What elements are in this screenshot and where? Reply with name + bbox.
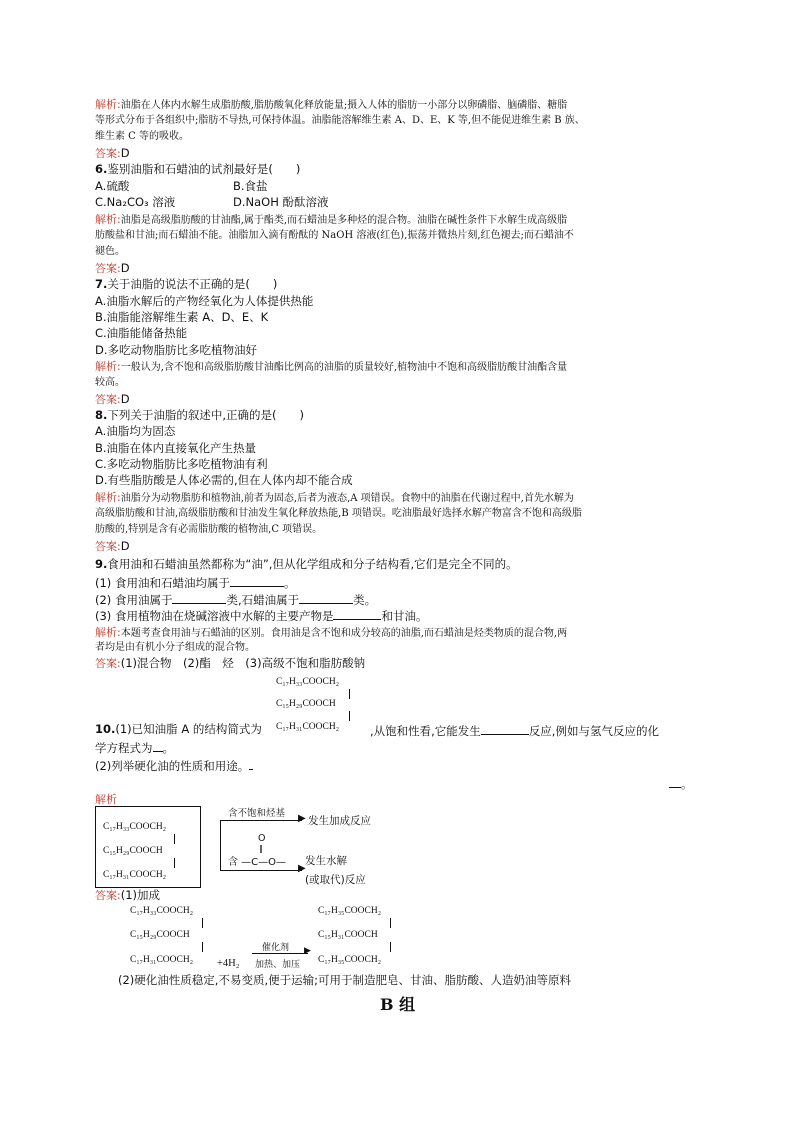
- section-title: B 组: [380, 995, 416, 1014]
- diagram-top-result: 发生加成反应: [308, 815, 371, 827]
- q9-answer: 答案:(1)混合物 (2)酯 烃 (3)高级不饱和脂肪酸钠: [95, 656, 366, 670]
- q10-stem-line1: 10.(1)已知油脂 A 的结构简式为: [95, 722, 262, 736]
- line-text: B.油脂能溶解维生素 A、D、E、K: [95, 310, 269, 324]
- text-line-q8b: [95, 441, 256, 456]
- reactant-2: C₁₅H₂₉COOCH: [130, 930, 190, 940]
- line-text: B.油脂在体内直接氧化产生热量: [95, 441, 257, 455]
- line-label: 答案:: [95, 262, 121, 275]
- q9-part2: (2) 食用油属于 类,石蜡油属于 类。: [95, 593, 377, 607]
- line-text: D: [120, 539, 130, 553]
- line-label: 答案:: [95, 540, 121, 553]
- text-line-l10: [95, 244, 125, 259]
- product-2: C₁₅H₃₁COOCH: [318, 930, 378, 940]
- text-line-q7b: [95, 310, 268, 325]
- q9-analysis-line2: 者均是由有机小分子组成的混合物。: [95, 642, 255, 653]
- diagram-bottom-result2: (或取代)反应: [305, 874, 366, 886]
- line-text: 关于油脂的说法不正确的是( ): [107, 277, 278, 291]
- answer-blank[interactable]: [249, 757, 253, 770]
- text-line-q6cd: [95, 195, 329, 210]
- answer-blank[interactable]: [333, 607, 381, 620]
- line-text: 等形式分布于各组织中;脂肪不导热,可保持体温。油脂能溶解维生素 A、D、E、K 等,但不能促进维生素 B 族、: [95, 115, 585, 126]
- bond-line: [202, 918, 203, 928]
- text-line-q8c: [95, 457, 268, 472]
- q10-tail: 。: [669, 775, 693, 792]
- q10-stem-line2: 学方程式为 。: [95, 741, 174, 755]
- arrow-head-icon: ▶: [298, 863, 306, 874]
- line-text: 褪色。: [95, 246, 125, 257]
- line-label: 答案:: [95, 147, 121, 160]
- formula-row-2: C₁₅H₂₉COOCH: [276, 699, 336, 709]
- text-line-q6: [95, 162, 300, 177]
- line-text: A.油脂水解后的产物经氧化为人体提供热能: [95, 294, 314, 308]
- reactant-3: C₁₇H₃₁COOCH₂: [130, 955, 194, 965]
- branch-line: [220, 820, 221, 870]
- arrow-head-icon: ▶: [304, 946, 311, 956]
- answer-blank[interactable]: [669, 775, 681, 788]
- plus-hydrogen: +4H₂: [217, 958, 240, 969]
- line-text: 下列关于油脂的叙述中,正确的是( ): [107, 408, 305, 422]
- answer-blank[interactable]: [230, 574, 284, 587]
- bond-line: [390, 918, 391, 928]
- line-text: 较高。: [95, 377, 125, 388]
- box-formula-2: C₁₅H₂₉COOCH: [103, 846, 163, 856]
- diagram-bottom-result1: 发生水解: [305, 855, 347, 867]
- line-text: D: [120, 146, 130, 160]
- answer-blank[interactable]: [481, 722, 529, 735]
- text-line-q7a: [95, 294, 313, 309]
- text-line-l17: [95, 359, 567, 375]
- line-text: 油脂分为动物脂肪和植物油,前者为固态,后者为液态,A 项错误。食物中的油脂在代谢过程中,首先水解为: [120, 493, 574, 504]
- question-number: 7.: [95, 277, 108, 291]
- text-line-q8a: [95, 424, 175, 439]
- line-label: 答案:: [95, 393, 121, 406]
- line-text: 维生素 C 等的吸收。: [95, 131, 190, 142]
- line-text: 高级脂肪酸和甘油,高级脂肪酸和甘油发生氧化释放热能,B 项错误。吃油脂最好选择水解产物富含不饱和高级脂: [95, 508, 582, 519]
- line-label: 解析:: [95, 98, 121, 111]
- product-3: C₁₇H₃₅COOCH₂: [318, 955, 382, 965]
- text-line-l1: [95, 97, 567, 113]
- text-line-l28: [95, 539, 130, 554]
- q9-part1: (1) 食用油和石蜡油均属于 。: [95, 576, 296, 590]
- text-line-l3: [95, 129, 189, 144]
- q9-analysis-line1: 解析:本题考查食用油与石蜡油的区别。食用油是含不饱和成分较高的油脂,而石蜡油是烃类物质的混合物,两: [95, 626, 568, 639]
- text-line-l2: [95, 113, 585, 128]
- question-number: 6.: [95, 162, 108, 176]
- option-a: A.硫酸: [95, 179, 130, 193]
- bond-line: [349, 711, 350, 721]
- arrow-line-top: [220, 820, 302, 821]
- line-text: C.油脂能储备热能: [95, 326, 188, 340]
- arrow-line-bottom: [220, 870, 302, 871]
- formula-row-1: C₁₇H₃₃COOCH₂: [276, 677, 340, 687]
- text-line-q8d: [95, 473, 353, 488]
- double-bond-icon: ‖: [259, 844, 263, 853]
- reaction-arrow: [252, 953, 308, 954]
- q10-stem-line1b: ,从饱和性看,它能发生 反应,例如与氢气反应的化: [370, 724, 659, 738]
- text-line-q7c: [95, 326, 187, 341]
- text-line-l4: [95, 146, 130, 161]
- line-text: C.多吃动物脂肪比多吃植物油有利: [95, 457, 268, 471]
- option-d: D.NaOH 酚酞溶液: [233, 195, 329, 209]
- line-text: 油脂在人体内水解生成脂肪酸,脂肪酸氧化释放能量;摄入人体的脂肪一小部分以卵磷脂、脑磷脂、糖脂: [120, 100, 568, 111]
- text-line-l11: [95, 261, 130, 276]
- text-line-l8: [95, 212, 567, 228]
- line-text: 肪酸盐和甘油;而石蜡油不能。油脂加入滴有酚酞的 NaOH 溶液(红色),振荡并微热片刻,红色褪去;而石蜡油不: [95, 230, 574, 241]
- diagram-top-label: 含不饱和烃基: [228, 808, 286, 819]
- analysis-label: 解析: [95, 793, 117, 806]
- text-line-l26: [95, 506, 582, 521]
- bond-line: [174, 858, 175, 868]
- bond-line: [174, 834, 175, 844]
- line-label: 解析:: [95, 213, 121, 226]
- text-line-q7: [95, 277, 277, 292]
- line-text: D.有些脂肪酸是人体必需的,但在人体内却不能合成: [95, 473, 353, 487]
- text-line-q6ab: [95, 179, 268, 194]
- reactant-1: C₁₇H₃₃COOCH₂: [130, 906, 194, 916]
- line-text: D.多吃动物脂肪比多吃植物油好: [95, 343, 258, 357]
- text-line-l27: [95, 522, 322, 537]
- line-text: 鉴别油脂和石蜡油的试剂最好是( ): [107, 162, 301, 176]
- bond-line: [390, 942, 391, 952]
- product-1: C₁₇H₃₅COOCH₂: [318, 906, 382, 916]
- diagram-oxygen: O: [258, 833, 266, 844]
- q9-stem: 9.食用油和石蜡油虽然都称为“油”,但从化学组成和分子结构看,它们是完全不同的。: [95, 557, 518, 571]
- text-line-l18: [95, 375, 125, 390]
- q10-answer-1: 答案:(1)加成: [95, 888, 161, 902]
- line-text: D: [120, 392, 130, 406]
- text-line-l25: [95, 490, 574, 506]
- arrow-head-icon: ▶: [298, 813, 306, 824]
- text-line-q8: [95, 408, 304, 423]
- q10-answer-2: (2)硬化油性质稳定,不易变质,便于运输;可用于制造肥皂、甘油、脂肪酸、人造奶油等原料: [118, 973, 571, 987]
- question-number: 8.: [95, 408, 108, 422]
- line-text: 一般认为,含不饱和高级脂肪酸甘油酯比例高的油脂的质量较好,植物油中不饱和高级脂肪酸甘油酯含量: [120, 362, 568, 373]
- box-formula-3: C₁₇H₃₁COOCH₂: [103, 870, 167, 880]
- line-text: 肪酸的,特别是含有必需脂肪酸的植物油,C 项错误。: [95, 524, 323, 535]
- formula-row-3: C₁₇H₃₁COOCH₂: [276, 722, 340, 732]
- text-line-l9: [95, 228, 574, 243]
- option-c: C.Na₂CO₃ 溶液: [95, 195, 176, 209]
- catalyst-label: 催化剂: [262, 943, 290, 953]
- diagram-ester-label: 含 —C—O—: [228, 857, 287, 868]
- box-formula-1: C₁₇H₃₃COOCH₂: [103, 822, 167, 832]
- bond-line: [202, 942, 203, 952]
- answer-blank[interactable]: [299, 591, 353, 604]
- bond-line: [349, 689, 350, 699]
- option-b: B.食盐: [233, 179, 268, 193]
- line-text: A.油脂均为固态: [95, 424, 176, 438]
- answer-blank[interactable]: [172, 591, 226, 604]
- text-line-l19: [95, 392, 130, 407]
- line-text: 油脂是高级脂肪酸的甘油酯,属于酯类,而石蜡油是多种烃的混合物。油脂在碱性条件下水解生成高级脂: [120, 215, 568, 226]
- line-label: 解析:: [95, 360, 121, 373]
- conditions-label: 加热、加压: [255, 960, 301, 970]
- line-text: D: [120, 261, 130, 275]
- text-line-q7d: [95, 343, 257, 358]
- line-label: 解析:: [95, 491, 121, 504]
- answer-blank[interactable]: [153, 739, 163, 752]
- q10-part2: (2)列举硬化油的性质和用途。: [95, 757, 253, 774]
- q9-part3: (3) 食用植物油在烧碱溶液中水解的主要产物是 和甘油。: [95, 609, 428, 623]
